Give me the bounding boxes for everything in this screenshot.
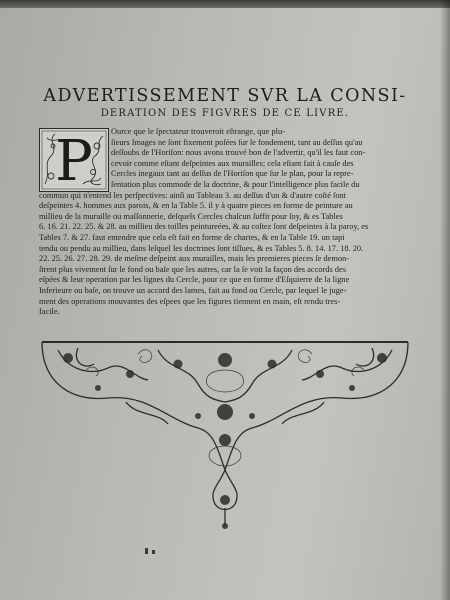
advertisement-paragraph [39,127,405,318]
paragraph-line: facile. [39,307,60,317]
paragraph-line: millieu de la muraille ou maſſonnerie, deſquels Cercles chaſcun ſuffit pour ſoy, & es Tables [39,211,343,221]
paragraph-line: deſſoubs de l'Horiſon: nous avons trouvé bon de l'advertir, qu'il les faut con- [111,148,366,158]
page-subtitle: DERATION DES FIGVRES DE CE LIVRE. [100,108,350,119]
paragraph-line: ſtrent plus vivement ſur le fond ou baſe que les autres, car la ſe voit la façon des accords des [39,264,346,274]
page-gutter-shadow [440,0,450,600]
paragraph-line: tendu ou pendu au millieu, dans leſquel les doctrines ſont tiſſues, & es Tables 5. 8. 14. 17. 18. 20. [39,243,364,253]
page-top-edge [0,0,450,8]
dropcap-letter: P [55,129,93,192]
ink-mark [152,550,155,554]
paragraph-line: Ource que le ſpectateur trouveroit eſtrange, que plu- [111,127,285,136]
paragraph-line: 22. 25. 26. 27. 28. 29. de meſme deſpeint aux murailles, mais les premieres pieces ſe demon- [39,254,350,264]
paragraph-line: Tables 7. & 27. faut entendre que cela eſt fait en forme de chartes, & en la Table 19. un tapi [39,232,345,242]
paragraph-line: eſpées & leur operation par les lignes du Cercle, pour ce que en forme d'Eſquierre de la ligne [39,275,350,285]
paragraph-line: commun qui n'entend les perſpectives: ainſi au Tableau 3. au deſſus d'un & d'autre coſté ſont [39,190,347,200]
paragraph-line: cevoir comme eſtant deſpeintes aux murailles; cela eſtant fait à cauſe des [111,158,354,168]
heading [40,86,410,121]
ink-mark [145,548,148,554]
paragraph-line: Cercles inegaux tant au deſſus de l'Horiſon que ſur le plan, pour la repre- [111,169,354,179]
paragraph-line: ſentation plus commode de la doctrine, & pour l'intelligence plus facile du [111,179,360,189]
paragraph-line: ment des operations mouvantes des eſpees que les figures tiennent en main, eſt rendu tres- [39,296,341,306]
paragraph-line: 6. 16. 21. 22. 25. & 28. au millieu des toilles peintureées, & au coſtez ſont deſpeintes à la paroy, es [39,222,369,232]
paragraph-line: deſpeintes 4. hommes aux parois, & en la Table 5. il y à quatre pieces en forme de peinture au [39,201,353,211]
paragraph-line: Inferieure ou baſe, on trouve un accord des lames, fait au fond ou Cercle, par lequel le juge- [39,285,347,295]
ornamental-tailpiece [38,340,412,530]
paragraph-line: ſieurs Images ne ſont fixement poſées ſur le fondement, tant au deſſus qu'au [111,137,363,147]
page-title: ADVERTISSEMENT SVR LA CONSI- [43,86,407,106]
